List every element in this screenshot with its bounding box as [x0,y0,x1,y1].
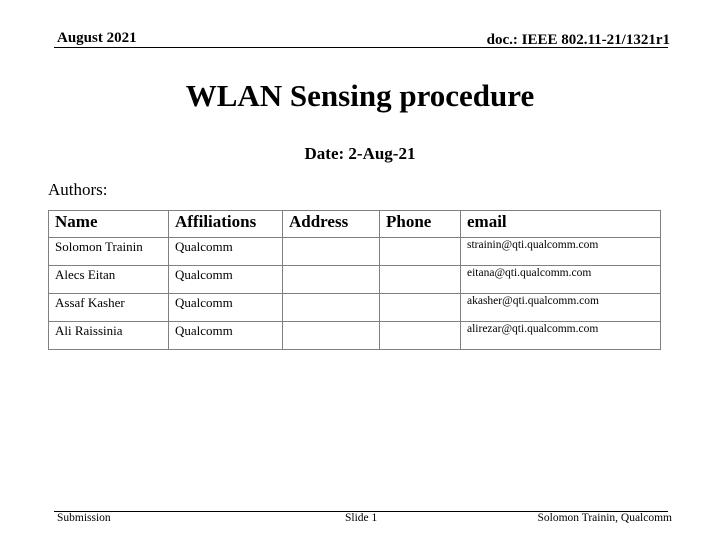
table-row [49,266,661,294]
author-affiliation: Qualcomm [169,238,283,266]
column-header-name: Name [49,211,169,238]
header-divider [54,47,668,48]
author-phone [380,266,461,294]
author-name: Alecs Eitan [49,266,169,294]
author-email: akasher@qti.qualcomm.com [461,294,661,322]
column-header-affiliations: Affiliations [169,211,283,238]
slide-date: Date: 2-Aug-21 [304,144,416,163]
header-date: August 2021 [57,30,137,46]
author-address [283,294,380,322]
author-address [283,238,380,266]
authors-table [48,210,661,350]
author-affiliation: Qualcomm [169,266,283,294]
column-header-phone: Phone [380,211,461,238]
author-name: Ali Raissinia [49,322,169,350]
column-header-email: email [461,211,661,238]
column-header-address: Address [283,211,380,238]
author-email: alirezar@qti.qualcomm.com [461,322,661,350]
author-name: Solomon Trainin [49,238,169,266]
author-address [283,266,380,294]
author-email: eitana@qti.qualcomm.com [461,266,661,294]
footer-slide-number: Slide 1 [345,512,378,524]
author-phone [380,294,461,322]
table-row [49,294,661,322]
footer-author: Solomon Trainin, Qualcomm [537,512,672,524]
author-email: strainin@qti.qualcomm.com [461,238,661,266]
header-doc-id: doc.: IEEE 802.11-21/1321r1 [486,32,670,48]
author-address [283,322,380,350]
author-phone [380,322,461,350]
table-header-row [49,211,661,238]
author-affiliation: Qualcomm [169,294,283,322]
author-phone [380,238,461,266]
slide-title: WLAN Sensing procedure [185,78,535,113]
table-row [49,322,661,350]
footer-submission: Submission [57,512,111,524]
authors-label: Authors: [48,180,108,199]
table-row [49,238,661,266]
author-name: Assaf Kasher [49,294,169,322]
author-affiliation: Qualcomm [169,322,283,350]
